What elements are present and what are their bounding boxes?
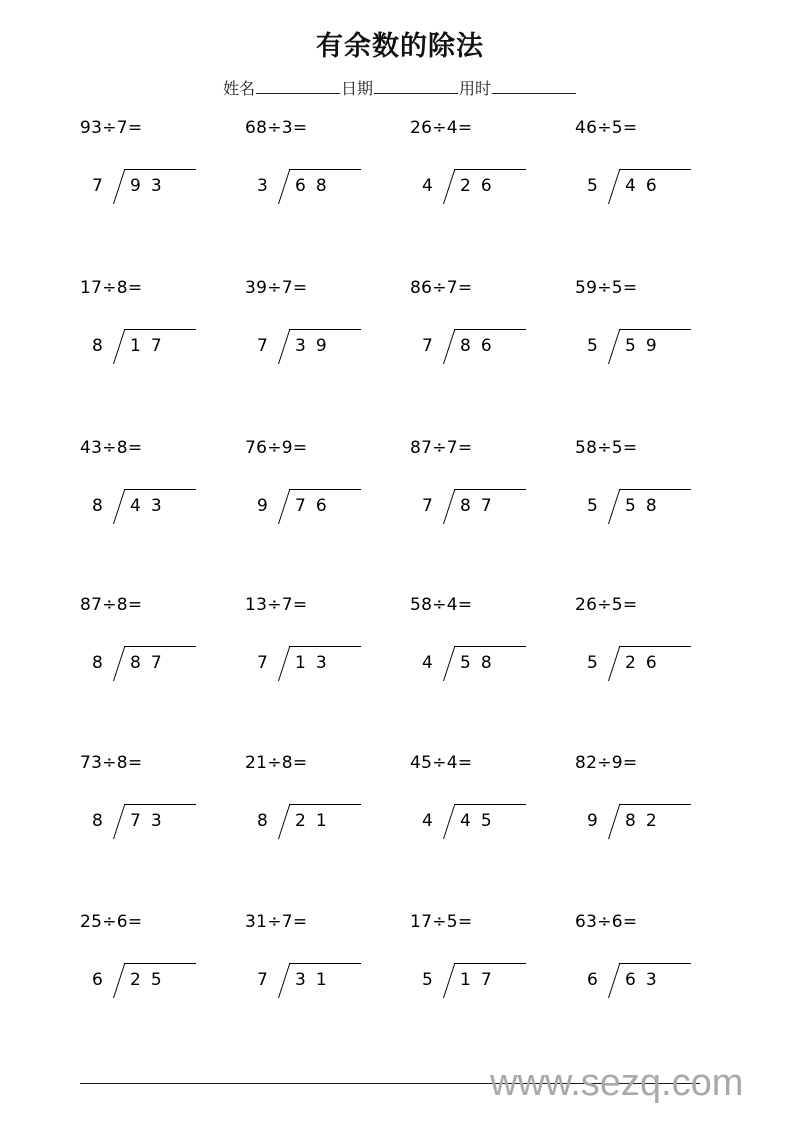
date-blank[interactable] — [374, 79, 458, 94]
long-division-work-area[interactable] — [251, 326, 401, 376]
division-bracket-icon — [443, 647, 456, 681]
division-vinculum — [289, 489, 361, 490]
dividend: 17 — [130, 336, 172, 356]
divisor: 5 — [587, 176, 598, 196]
division-bracket-icon — [278, 330, 291, 364]
division-bracket-icon — [443, 490, 456, 524]
division-bracket-icon — [608, 647, 621, 681]
long-division-work-area[interactable] — [416, 960, 566, 1010]
problem-expression: 58÷5= — [575, 438, 638, 458]
long-division-work-area[interactable] — [86, 801, 236, 851]
long-division-work-area[interactable] — [581, 166, 731, 216]
problem-item — [245, 438, 410, 588]
divisor: 5 — [587, 496, 598, 516]
division-vinculum — [124, 804, 196, 805]
divisor: 7 — [257, 336, 268, 356]
divisor: 4 — [422, 176, 433, 196]
division-bracket-icon — [443, 170, 456, 204]
division-bracket-icon — [608, 805, 621, 839]
problem-item — [80, 278, 245, 428]
divisor: 7 — [257, 653, 268, 673]
name-blank[interactable] — [256, 79, 340, 94]
dividend: 26 — [625, 653, 667, 673]
dividend: 93 — [130, 176, 172, 196]
long-division-work-area[interactable] — [86, 166, 236, 216]
division-vinculum — [289, 329, 361, 330]
dividend: 26 — [460, 176, 502, 196]
long-division-work-area[interactable] — [581, 643, 731, 693]
problem-expression: 93÷7= — [80, 118, 143, 138]
division-vinculum — [124, 963, 196, 964]
problem-item — [410, 912, 575, 1062]
divisor: 7 — [257, 970, 268, 990]
problem-item — [245, 753, 410, 903]
problem-item — [575, 595, 740, 745]
dividend: 82 — [625, 811, 667, 831]
problem-expression: 58÷4= — [410, 595, 473, 615]
long-division-work-area[interactable] — [86, 960, 236, 1010]
divisor: 8 — [92, 653, 103, 673]
division-bracket-icon — [278, 170, 291, 204]
long-division-work-area[interactable] — [581, 326, 731, 376]
division-bracket-icon — [278, 490, 291, 524]
dividend: 87 — [130, 653, 172, 673]
division-vinculum — [124, 646, 196, 647]
divisor: 6 — [92, 970, 103, 990]
dividend: 58 — [460, 653, 502, 673]
problem-item — [410, 118, 575, 268]
divisor: 7 — [422, 336, 433, 356]
long-division-work-area[interactable] — [581, 486, 731, 536]
long-division-work-area[interactable] — [251, 486, 401, 536]
problem-expression: 43÷8= — [80, 438, 143, 458]
problem-expression: 31÷7= — [245, 912, 308, 932]
dividend: 76 — [295, 496, 337, 516]
divisor: 9 — [257, 496, 268, 516]
problem-item — [245, 595, 410, 745]
dividend: 31 — [295, 970, 337, 990]
division-bracket-icon — [443, 330, 456, 364]
division-vinculum — [619, 646, 691, 647]
division-bracket-icon — [113, 647, 126, 681]
student-info-line — [0, 76, 800, 99]
divisor: 9 — [587, 811, 598, 831]
page-title: 有余数的除法 — [316, 31, 484, 62]
dividend: 45 — [460, 811, 502, 831]
division-bracket-icon — [443, 964, 456, 998]
division-vinculum — [289, 646, 361, 647]
problem-expression: 63÷6= — [575, 912, 638, 932]
problem-item — [80, 118, 245, 268]
problem-expression: 45÷4= — [410, 753, 473, 773]
problem-item — [80, 912, 245, 1062]
problem-item — [575, 118, 740, 268]
divisor: 8 — [92, 496, 103, 516]
dividend: 58 — [625, 496, 667, 516]
division-vinculum — [619, 329, 691, 330]
division-bracket-icon — [608, 170, 621, 204]
division-vinculum — [454, 329, 526, 330]
division-vinculum — [124, 489, 196, 490]
time-label: 用时 — [459, 79, 492, 98]
long-division-work-area[interactable] — [86, 326, 236, 376]
problem-expression: 73÷8= — [80, 753, 143, 773]
problem-item — [575, 438, 740, 588]
problem-item — [245, 912, 410, 1062]
problem-item — [245, 278, 410, 428]
problem-item — [410, 438, 575, 588]
name-label: 姓名 — [222, 79, 255, 98]
division-bracket-icon — [278, 805, 291, 839]
dividend: 25 — [130, 970, 172, 990]
long-division-work-area[interactable] — [581, 801, 731, 851]
division-vinculum — [454, 646, 526, 647]
problem-item — [575, 912, 740, 1062]
division-vinculum — [454, 489, 526, 490]
long-division-work-area[interactable] — [416, 166, 566, 216]
divisor: 5 — [422, 970, 433, 990]
division-vinculum — [124, 169, 196, 170]
divisor: 6 — [587, 970, 598, 990]
time-blank[interactable] — [492, 79, 576, 94]
problem-expression: 25÷6= — [80, 912, 143, 932]
problem-expression: 76÷9= — [245, 438, 308, 458]
problem-expression: 59÷5= — [575, 278, 638, 298]
division-vinculum — [289, 804, 361, 805]
problem-grid — [0, 112, 800, 1012]
problem-expression: 13÷7= — [245, 595, 308, 615]
dividend: 86 — [460, 336, 502, 356]
problem-expression: 26÷4= — [410, 118, 473, 138]
long-division-work-area[interactable] — [251, 166, 401, 216]
long-division-work-area[interactable] — [416, 326, 566, 376]
divisor: 8 — [92, 811, 103, 831]
problem-expression: 26÷5= — [575, 595, 638, 615]
problem-expression: 87÷7= — [410, 438, 473, 458]
division-bracket-icon — [113, 964, 126, 998]
divisor: 7 — [422, 496, 433, 516]
divisor: 5 — [587, 653, 598, 673]
dividend: 13 — [295, 653, 337, 673]
division-bracket-icon — [443, 805, 456, 839]
divisor: 5 — [587, 336, 598, 356]
long-division-work-area[interactable] — [86, 643, 236, 693]
problem-item — [575, 753, 740, 903]
problem-item — [575, 278, 740, 428]
site-watermark: www.sezq.com — [490, 1062, 744, 1104]
division-bracket-icon — [113, 490, 126, 524]
problem-item — [410, 753, 575, 903]
divisor: 8 — [257, 811, 268, 831]
divisor: 4 — [422, 811, 433, 831]
dividend: 17 — [460, 970, 502, 990]
problem-item — [410, 595, 575, 745]
division-vinculum — [289, 963, 361, 964]
division-vinculum — [454, 804, 526, 805]
division-bracket-icon — [278, 964, 291, 998]
division-bracket-icon — [113, 170, 126, 204]
division-bracket-icon — [113, 330, 126, 364]
division-vinculum — [289, 169, 361, 170]
problem-expression: 68÷3= — [245, 118, 308, 138]
divisor: 7 — [92, 176, 103, 196]
division-vinculum — [619, 169, 691, 170]
dividend: 46 — [625, 176, 667, 196]
long-division-work-area[interactable] — [86, 486, 236, 536]
dividend: 43 — [130, 496, 172, 516]
problem-expression: 87÷8= — [80, 595, 143, 615]
long-division-work-area[interactable] — [416, 486, 566, 536]
divisor: 8 — [92, 336, 103, 356]
division-bracket-icon — [608, 490, 621, 524]
problem-item — [80, 595, 245, 745]
dividend: 73 — [130, 811, 172, 831]
division-vinculum — [619, 963, 691, 964]
problem-expression: 86÷7= — [410, 278, 473, 298]
problem-expression: 46÷5= — [575, 118, 638, 138]
dividend: 39 — [295, 336, 337, 356]
division-bracket-icon — [278, 647, 291, 681]
date-label: 日期 — [340, 79, 373, 98]
problem-expression: 17÷5= — [410, 912, 473, 932]
division-vinculum — [454, 963, 526, 964]
dividend: 68 — [295, 176, 337, 196]
long-division-work-area[interactable] — [416, 643, 566, 693]
division-vinculum — [619, 489, 691, 490]
divisor: 4 — [422, 653, 433, 673]
problem-item — [245, 118, 410, 268]
problem-item — [80, 753, 245, 903]
long-division-work-area[interactable] — [251, 960, 401, 1010]
dividend: 63 — [625, 970, 667, 990]
division-bracket-icon — [608, 964, 621, 998]
problem-item — [80, 438, 245, 588]
division-vinculum — [454, 169, 526, 170]
dividend: 87 — [460, 496, 502, 516]
problem-item — [410, 278, 575, 428]
dividend: 59 — [625, 336, 667, 356]
division-bracket-icon — [113, 805, 126, 839]
dividend: 21 — [295, 811, 337, 831]
long-division-work-area[interactable] — [251, 801, 401, 851]
division-vinculum — [619, 804, 691, 805]
long-division-work-area[interactable] — [251, 643, 401, 693]
problem-expression: 21÷8= — [245, 753, 308, 773]
long-division-work-area[interactable] — [581, 960, 731, 1010]
problem-expression: 39÷7= — [245, 278, 308, 298]
division-vinculum — [124, 329, 196, 330]
division-bracket-icon — [608, 330, 621, 364]
problem-expression: 17÷8= — [80, 278, 143, 298]
problem-expression: 82÷9= — [575, 753, 638, 773]
divisor: 3 — [257, 176, 268, 196]
long-division-work-area[interactable] — [416, 801, 566, 851]
